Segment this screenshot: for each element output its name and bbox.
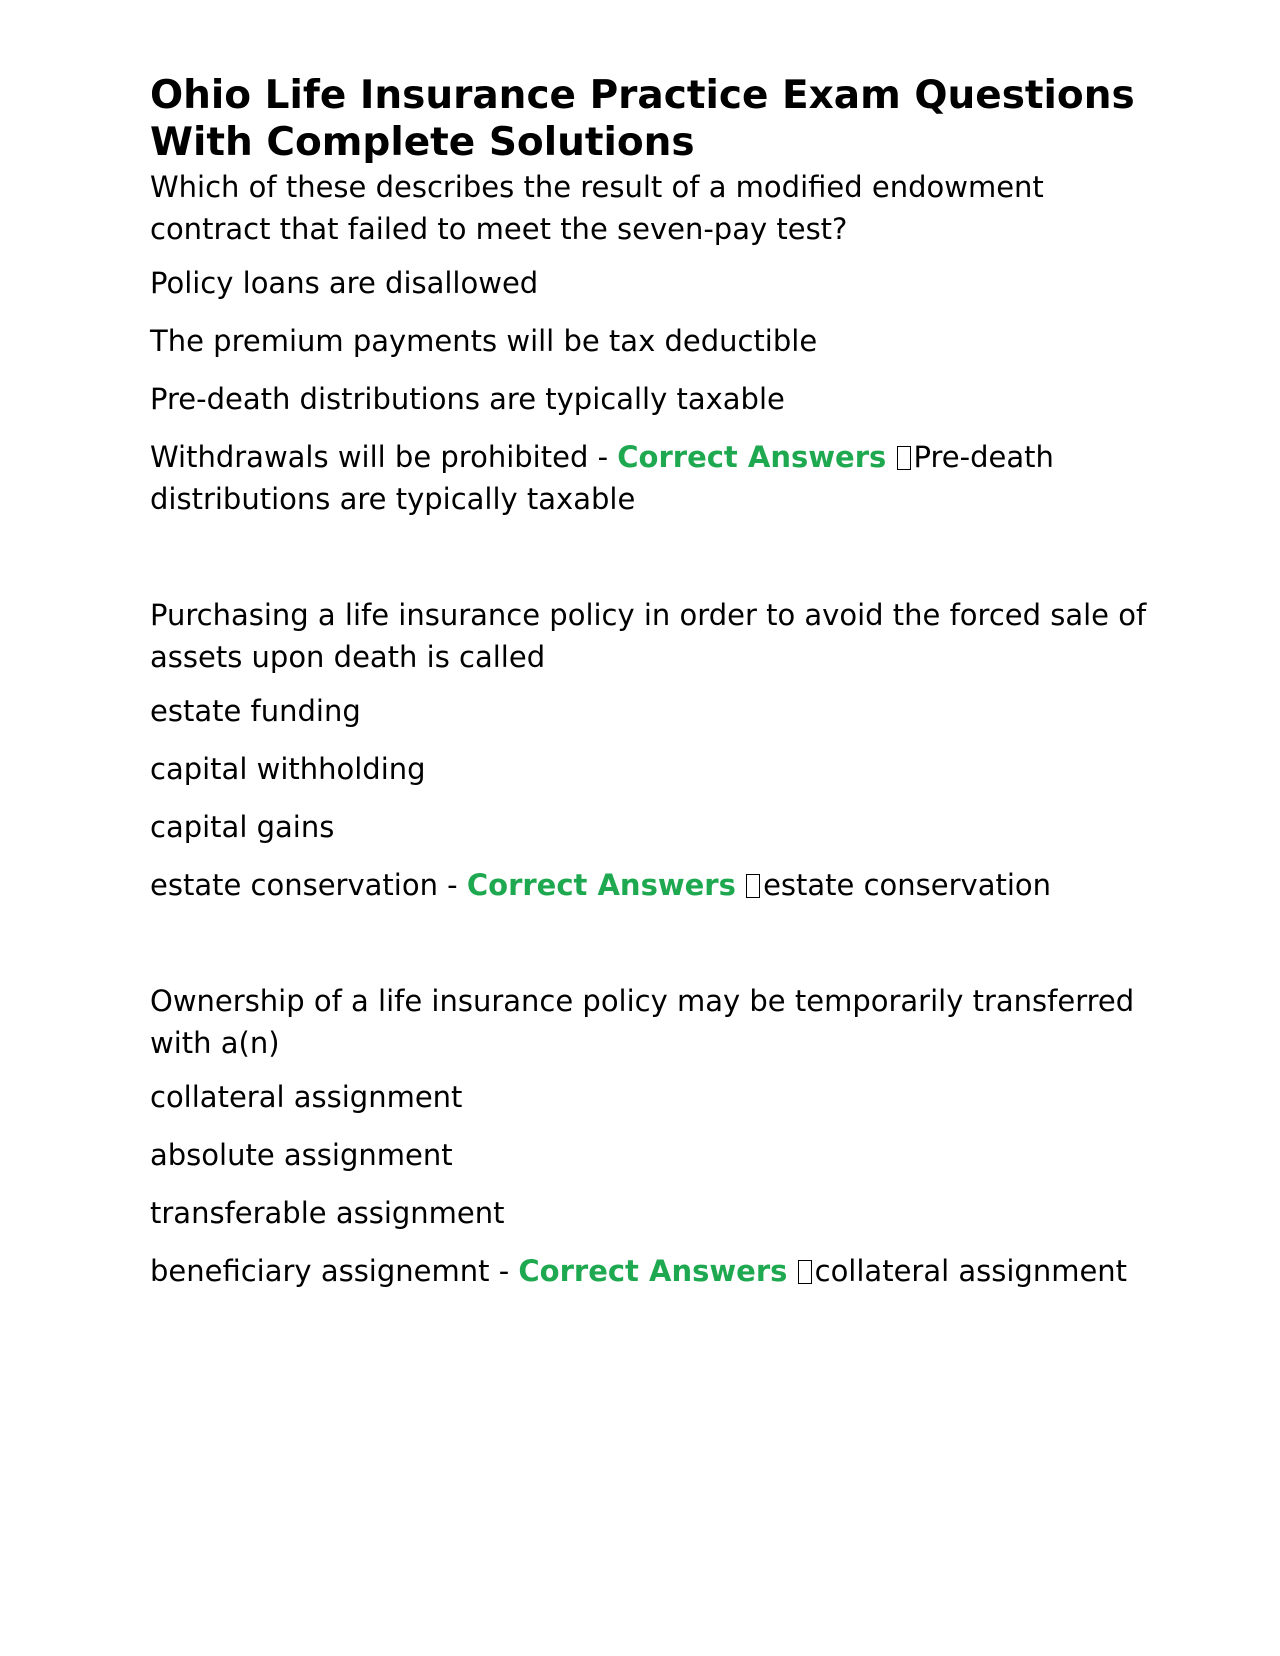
- checkbox-icon: [798, 1260, 812, 1284]
- answer-option: Pre-death distributions are typically taxable: [150, 382, 785, 416]
- question-spacer: [150, 520, 1150, 594]
- answer-line: [150, 436, 1150, 520]
- answer-option: beneficiary assignemnt -: [150, 1254, 519, 1288]
- correct-answer-text: Pre-death distributions are typically taxable: [150, 440, 1054, 516]
- question-block: [150, 166, 1150, 520]
- question-text: Which of these describes the result of a modified endowment contract that failed to meet the seven-pay test?: [150, 170, 1044, 246]
- question-block: [150, 980, 1150, 1292]
- answer-option: Policy loans are disallowed: [150, 266, 539, 300]
- correct-answer-text: estate conservation: [763, 868, 1052, 902]
- document-page: [150, 72, 1150, 1292]
- correct-answers-label: Correct Answers: [466, 868, 736, 902]
- correct-answer-text: collateral assignment: [814, 1254, 1128, 1288]
- question-spacer: [150, 906, 1150, 980]
- question-text: Purchasing a life insurance policy in order to avoid the forced sale of assets upon death is called: [150, 598, 1147, 674]
- answer-option: estate conservation -: [150, 868, 467, 902]
- correct-answers-label: Correct Answers: [617, 440, 887, 474]
- answer-line: [150, 864, 1150, 906]
- answer-option: absolute assignment: [150, 1138, 453, 1172]
- answer-line: [150, 1250, 1150, 1292]
- answer-option: capital gains: [150, 810, 335, 844]
- answer-option: collateral assignment: [150, 1080, 463, 1114]
- answer-option: estate funding: [150, 694, 361, 728]
- answer-option: Withdrawals will be prohibited -: [150, 440, 618, 474]
- answer-option: The premium payments will be tax deductible: [150, 324, 818, 358]
- question-block: [150, 594, 1150, 906]
- correct-answers-label: Correct Answers: [518, 1254, 788, 1288]
- answer-option: transferable assignment: [150, 1196, 505, 1230]
- checkbox-icon: [897, 446, 911, 470]
- checkbox-icon: [746, 874, 760, 898]
- answer-option: capital withholding: [150, 752, 426, 786]
- question-text: Ownership of a life insurance policy may be temporarily transferred with a(n): [150, 984, 1135, 1060]
- document-title: Ohio Life Insurance Practice Exam Questions With Complete Solutions: [150, 73, 1135, 165]
